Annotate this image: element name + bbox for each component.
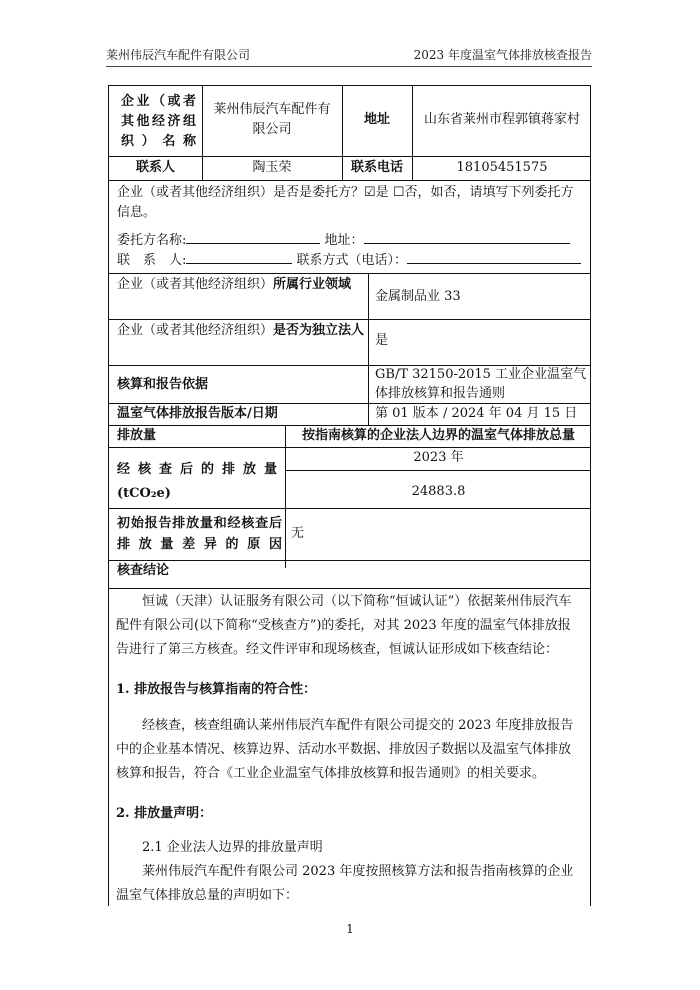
page-header [106, 46, 592, 63]
divider [368, 273, 369, 403]
entrust-name-field [186, 231, 320, 244]
org-label: 企业（或者其他经济组织）名称 [121, 94, 196, 149]
section2-title: 2. 排放量声明： [116, 806, 213, 821]
entrust-contact-field [186, 251, 292, 264]
diff-value: 无 [291, 526, 305, 541]
diff-label: 初始报告排放量和经核查后排放量差异的原因 [117, 516, 282, 552]
info-table [108, 85, 591, 589]
verified-label: 经核查后的排放量 [117, 462, 277, 477]
intro-paragraph: 恒诚（天津）认证服务有限公司（以下简称“恒诚认证”）依据莱州伟辰汽车配件有限公司(以下简称“受核查方”)的委托，对其 2023 年度的温室气体排放报告进行了第三方核查。经文件评审和现场核查，恒诚认证形成如下核查结论： [116, 594, 572, 657]
section1-text: 经核查，核查组确认莱州伟辰汽车配件有限公司提交的 2023 年度排放报告中的企业基本情况、核算边界、活动水平数据、排放因子数据以及温室气体排放核算和报告，符合《工业企业温室气体排放核算和报告通则》的相关要求。 [116, 718, 574, 781]
address-value: 山东省莱州市程郭镇蒋家村 [423, 112, 580, 127]
page-number: 1 [346, 922, 354, 936]
industry-label-a: 企业（或者其他经济组织） [117, 277, 274, 292]
contact-label: 联系人 [135, 160, 175, 175]
entrust-address-field [364, 231, 570, 244]
conclusion-body [116, 590, 583, 908]
entrust-no-label: 否，如否，请填写下列委托方信息。 [117, 185, 574, 220]
emission-desc: 按指南核算的企业法人边界的温室气体排放总量 [301, 428, 575, 443]
section2-1-title: 2.1 企业法人边界的排放量声明 [142, 840, 323, 855]
legal-label [117, 321, 365, 341]
header-company: 莱州伟辰汽车配件有限公司 [106, 48, 251, 62]
industry-label [117, 275, 365, 295]
org-name: 莱州伟辰汽车配件有限公司 [213, 102, 331, 137]
entrust-block [117, 183, 585, 223]
entrust-address-label: 地址： [324, 233, 364, 248]
entrust-name-label: 委托方名称: [117, 233, 187, 248]
conclusion-label: 核查结论 [117, 563, 170, 578]
emission-label: 排放量 [117, 428, 157, 443]
legal-label-a: 企业（或者其他经济组织） [117, 323, 274, 338]
emission-value: 24883.8 [411, 484, 466, 499]
phone-label: 联系电话 [350, 160, 403, 175]
section2-1-text: 莱州伟辰汽车配件有限公司 2023 年度按照核算方法和报告指南核算的企业温室气体排放总量的声明如下： [116, 864, 574, 903]
divider [109, 156, 590, 157]
section1-title: 1. 排放报告与核算指南的符合性： [116, 682, 317, 697]
entrust-question: 企业（或者其他经济组织）是否是委托方？ [117, 185, 365, 200]
header-report-title: 2023 年度温室气体排放核查报告 [413, 48, 592, 62]
header-rule [106, 66, 592, 67]
address-label: 地址 [363, 112, 390, 127]
legal-value: 是 [375, 333, 389, 348]
phone-value: 18105451575 [456, 160, 548, 175]
divider [368, 403, 369, 425]
basis-value: GB/T 32150-2015 工业企业温室气体排放核算和报告通则 [375, 367, 587, 401]
industry-value: 金属制品业 33 [375, 289, 461, 304]
divider [109, 319, 590, 320]
unchecked-box-icon: ☐ [392, 185, 405, 200]
unit-label: (tCO₂e) [117, 486, 171, 501]
divider [109, 508, 590, 509]
year-value: 2023 年 [413, 450, 464, 465]
basis-label: 核算和报告依据 [117, 377, 209, 392]
divider [109, 273, 590, 274]
checked-box-icon: ☑ [364, 185, 376, 200]
entrust-contact-label: 联 系 人: [117, 253, 187, 268]
entrust-name-row [117, 231, 585, 251]
contact-value: 陶玉荣 [252, 160, 292, 175]
entrust-phone-label: 联系方式（电话）： [296, 253, 408, 268]
version-value: 第 01 版本 / 2024 年 04 月 15 日 [375, 406, 578, 421]
legal-label-b: 是否为独立法人 [273, 323, 365, 338]
version-label: 温室气体排放报告版本/日期 [117, 406, 278, 421]
industry-label-b: 所属行业领域 [273, 277, 352, 292]
divider [285, 470, 590, 471]
entrust-phone-field [407, 251, 581, 264]
entrust-yes-label: 是 [375, 185, 389, 200]
divider [109, 180, 590, 181]
entrust-contact-row [117, 251, 585, 271]
